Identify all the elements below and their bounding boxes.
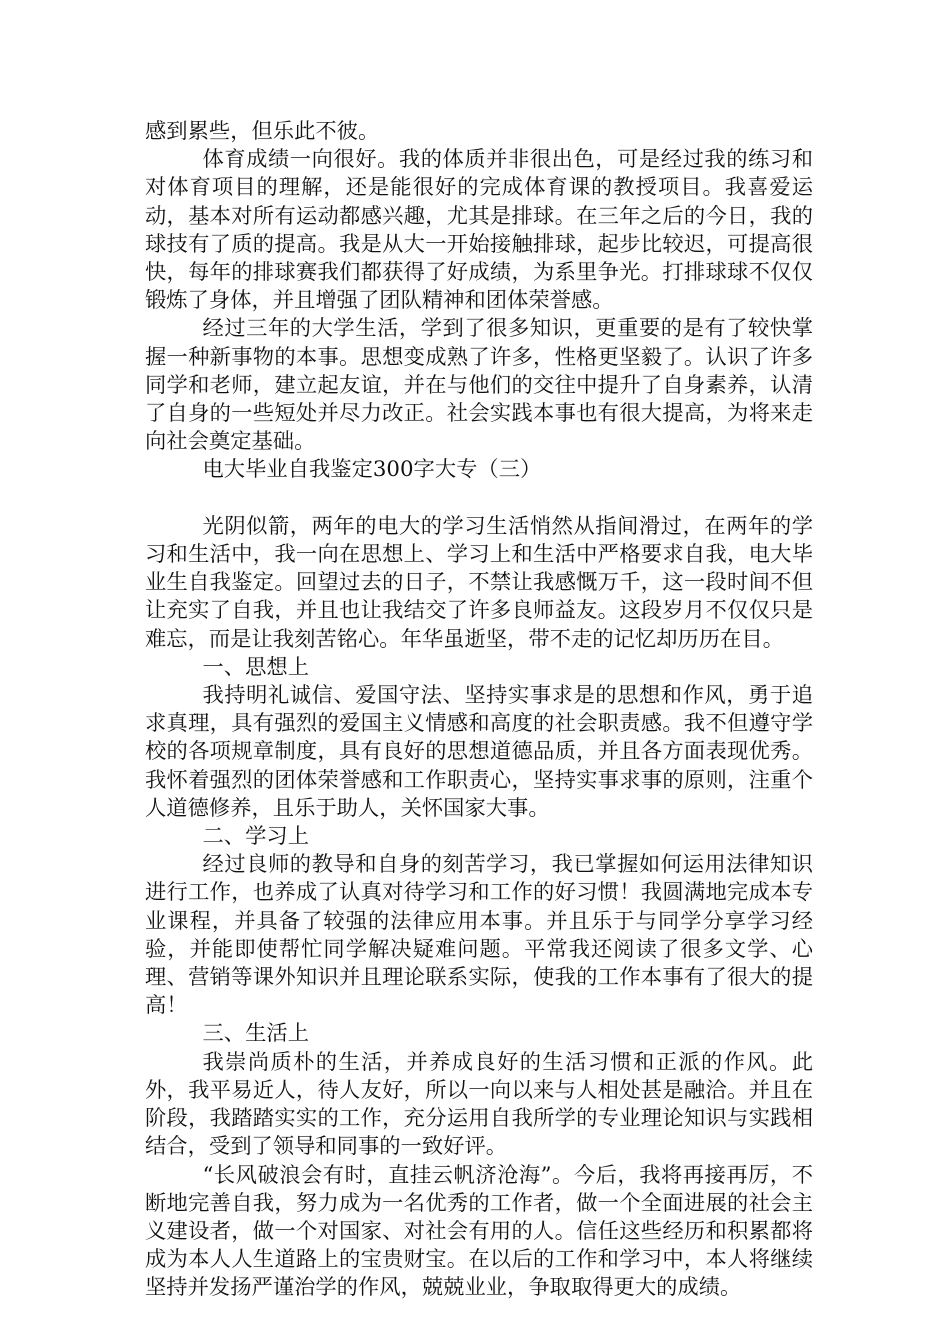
paragraph-sports: 体育成绩一向很好。我的体质并非很出色，可是经过我的练习和对体育项目的理解，还是能很好的完成体育课的教授项目。我喜爱运动，基本对所有运动都感兴趣，尤其是排球。在三年之后的今日，我的球技有了质的提高。我是从大一开始接触排球，起步比较迟，可提高很快，每年的排球赛我们都获得了好成绩，为系里争光。打排球球不仅仅锻炼了身体，并且增强了团队精神和团体荣誉感。 (145, 147, 813, 314)
section-title: 电大毕业自我鉴定300字大专（三） (202, 457, 542, 483)
paragraph-intro: 光阴似箭，两年的电大的学习生活悄然从指间滑过，在两年的学习和生活中，我一向在思想上、学习上和生活中严格要求自我，电大毕业生自我鉴定。回望过去的日子，不禁让我感慨万千，这一段时间不但让充实了自我，并且也让我结交了许多良师益友。这段岁月不仅仅只是难忘，而是让我刻苦铭心。年华虽逝坚，带不走的记忆却历历在目。 (145, 513, 813, 652)
paragraph-study: 经过良师的教导和自身的刻苦学习，我已掌握如何运用法律知识进行工作，也养成了认真对待学习和工作的好习惯！我圆满地完成本专业课程，并具备了较强的法律应用本事。并且乐于与同学分享学习经验，并能即使帮忙同学解决疑难问题。平常我还阅读了很多文学、心理、营销等课外知识并且理论联系实际，使我的工作本事有了很大的提高！ (145, 852, 813, 1019)
blank-line (145, 485, 813, 513)
heading-life: 三、生活上 (202, 1021, 309, 1047)
paragraph-university-summary: 经过三年的大学生活，学到了很多知识，更重要的是有了较快掌握一种新事物的本事。思想变成熟了许多，性格更坚毅了。认识了许多同学和老师，建立起友谊，并在与他们的交往中提升了自身素养，认清了自身的一些短处并尽力改正。社会实践本事也有很大提高，为将来走向社会奠定基础。 (145, 316, 813, 455)
heading-study: 二、学习上 (202, 824, 309, 850)
paragraph-life: 我崇尚质朴的生活，并养成良好的生活习惯和正派的作风。此外，我平易近人，待人友好，所以一向以来与人相处甚是融洽。并且在阶段，我踏踏实实的工作，充分运用自我所学的专业理论知识与实践相结合，受到了领导和同事的一致好评。 (145, 1049, 813, 1160)
paragraph-continuation: 感到累些，但乐此不彼。 (145, 119, 380, 144)
paragraph-conclusion: “长风破浪会有时，直挂云帆济沧海”。今后，我将再接再厉，不断地完善自我，努力成为一名优秀的工作者，做一个全面进展的社会主义建设者，做一个对国家、对社会有用的人。信任这些经历和积累都将成为本人人生道路上的宝贵财宝。在以后的工作和学习中，本人将继续坚持并发扬严谨治学的作风，兢兢业业，争取取得更大的成绩。 (145, 1162, 813, 1301)
heading-thought: 一、思想上 (202, 654, 309, 680)
paragraph-thought: 我持明礼诚信、爱国守法、坚持实事求是的思想和作风，勇于追求真理，具有强烈的爱国主义情感和高度的社会职责感。我不但遵守学校的各项规章制度，具有良好的思想道德品质，并且各方面表现优秀。我怀着强烈的团体荣誉感和工作职责心，坚持实事求事的原则，注重个人道德修养，且乐于助人，关怀国家大事。 (145, 683, 813, 821)
document-page (145, 118, 813, 1303)
